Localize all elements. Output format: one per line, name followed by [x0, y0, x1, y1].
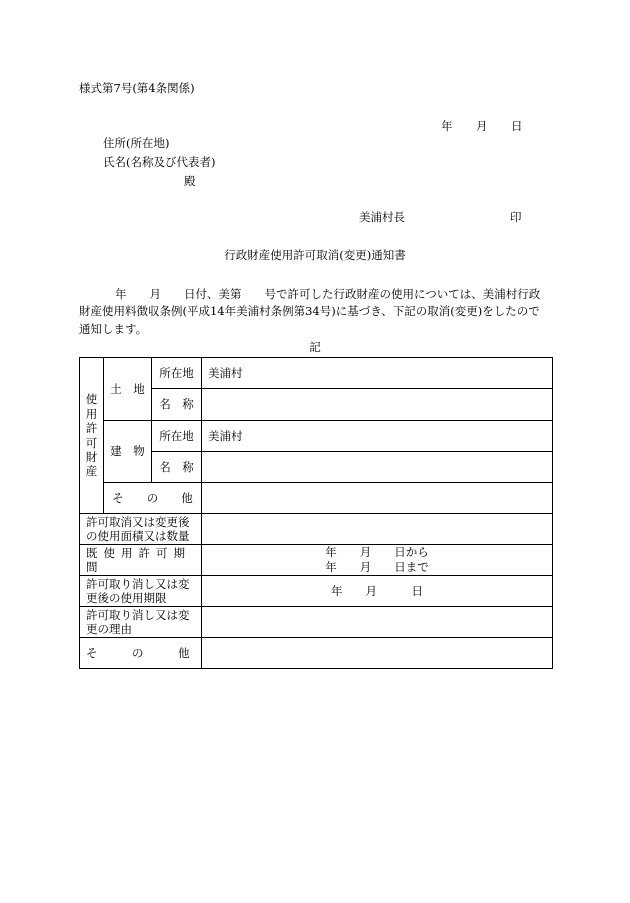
sender-seal: 印 — [510, 210, 522, 224]
form-number: 様式第7号(第4条関係) — [79, 81, 195, 95]
land-location-value: 美浦村 — [202, 358, 553, 389]
reason-row — [80, 607, 553, 638]
area-value — [202, 514, 553, 545]
body-line-1: 年 月 日付、美第 号で許可した行政財産の使用については、美浦村行政 — [115, 287, 541, 301]
reason-label: 許可取り消し又は変 更の理由 — [80, 607, 202, 638]
period-label: 既使用許可期間 — [80, 545, 202, 576]
after-period-value: 年 月 日 — [202, 576, 553, 607]
reason-value — [202, 607, 553, 638]
land-label: 土 地 — [104, 358, 152, 421]
building-location-value: 美浦村 — [202, 421, 553, 452]
building-label: 建 物 — [104, 421, 152, 483]
after-period-label: 許可取り消し又は変 更後の使用期限 — [80, 576, 202, 607]
land-name-label: 名 称 — [152, 389, 202, 421]
usage-property-label: 使 用 許 可 財 産 — [80, 358, 104, 514]
ki-heading: 記 — [309, 340, 321, 354]
other-property-row — [80, 483, 553, 514]
remarks-value — [202, 638, 553, 669]
period-from: 年 月 日から — [325, 545, 429, 560]
recipient-honorific: 殿 — [184, 174, 196, 188]
body-line-3: 通知します。 — [79, 322, 148, 336]
building-location-label: 所在地 — [152, 421, 202, 452]
after-period-row — [80, 576, 553, 607]
period-to: 年 月 日まで — [325, 560, 429, 574]
other-property-value — [202, 483, 553, 514]
date-month: 月 — [476, 119, 488, 133]
area-label: 許可取消又は変更後 の使用面積又は数量 — [80, 514, 202, 545]
recipient-address-label: 住所(所在地) — [103, 136, 170, 150]
date-year: 年 — [441, 119, 453, 133]
remarks-row — [80, 638, 553, 669]
building-location-row — [80, 421, 553, 452]
body-line-2: 財産使用料徴収条例(平成14年美浦村条例第34号)に基づき、下記の取消(変更)をしたので — [79, 304, 540, 318]
period-value — [202, 545, 553, 576]
document-title: 行政財産使用許可取消(変更)通知書 — [224, 248, 406, 262]
recipient-name-label: 氏名(名称及び代表者) — [103, 155, 216, 169]
land-location-label: 所在地 — [152, 358, 202, 389]
period-row — [80, 545, 553, 576]
land-location-row — [80, 358, 553, 389]
building-name-value — [202, 452, 553, 483]
building-name-label: 名 称 — [152, 452, 202, 483]
remarks-label: そ の 他 — [80, 638, 202, 669]
notice-table — [79, 357, 553, 669]
land-name-value — [202, 389, 553, 421]
sender-title: 美浦村長 — [359, 210, 405, 224]
date-day: 日 — [511, 119, 523, 133]
area-row — [80, 514, 553, 545]
other-property-label: そ の 他 — [104, 483, 202, 514]
